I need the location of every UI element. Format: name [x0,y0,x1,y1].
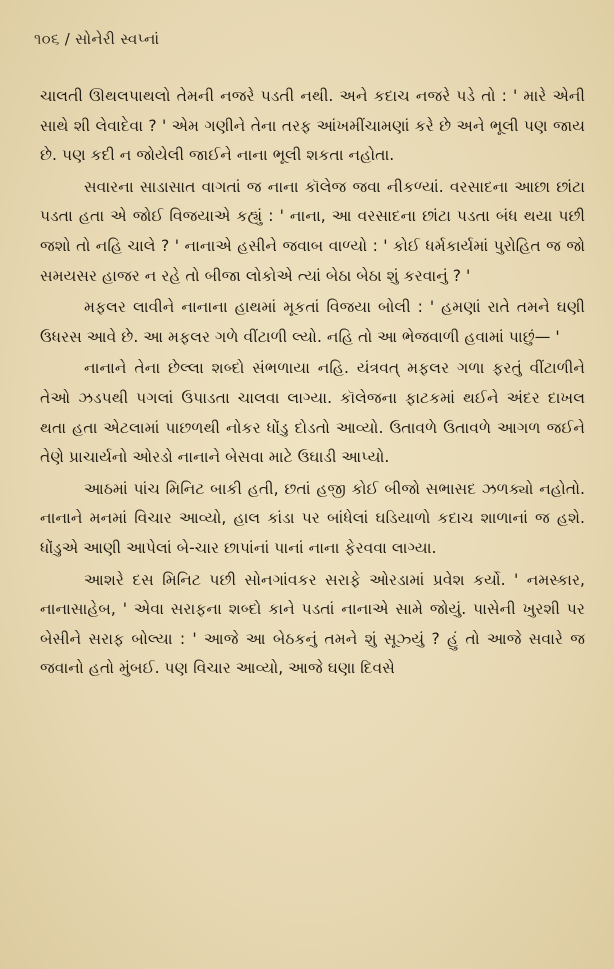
running-head: ૧૦૬ / સોનેરી સ્વપ્નાં [34,30,160,48]
body-text [40,82,585,686]
paragraph: આશરે દસ મિનિટ પછી સોનગાંવકર સરાફે ઓરડામાં પ્રવેશ કર્યો. ' નમસ્કાર, નાનાસાહેબ, ' એવા સરાફના શબ્દો કાને પડતાં નાનાએ સામે જોયું. પાસેની ખુરશી પર બેસીને સરાફ બોલ્યા : ' આજે આ બેઠકનું તમને શું સૂઝ્યું ? હું તો આજે સવારે જ જવાનો હતો મુંબઈ. પણ વિચાર આવ્યો, આજે ઘણા દિવસે [40,570,585,678]
paragraph-continued: ચાલતી ઊથલપાથલો તેમની નજરે પડતી નથી. અને કદાચ નજરે પડે તો : ' મારે એની સાથે શી લેવાદેવા ? ' એમ ગણીને તેના તરફ આંખમીંચામણાં કરે છે અને ભૂલી પણ જાય છે. પણ કદી ન જોયેલી જાઈને નાના ભૂલી શકતા નહોતા. [40,87,585,165]
paragraph: નાનાને તેના છેલ્લા શબ્દો સંભળાયા નહિ. યંત્રવત્ મફલર ગળા ફરતું વીંટાળીને તેઓ ઝડપથી પગલાં ઉપાડતા ચાલવા લાગ્યા. કૉલેજના ફાટકમાં થઈને અંદર દાખલ થતા હતા એટલામાં પાછળથી નોકર ધોંડુ દોડતો આવ્યો. ઉતાવળે ઉતાવળે આગળ જઈને તેણે પ્રાચાર્યનો ઓરડો નાનાને બેસવા માટે ઉઘાડી આપ્યો. [40,359,585,467]
paragraph: આઠમાં પાંચ મિનિટ બાકી હતી, છતાં હજી કોઈ બીજો સભાસદ ઝળક્યો નહોતો. નાનાને મનમાં વિચાર આવ્યો, હાલ કાંડા પર બાંધેલાં ઘડિયાળો કદાચ શાળાનાં જ હશે. ધોંડુએ આણી આપેલાં બે-ચાર છાપાંનાં પાનાં નાના ફેરવવા લાગ્યા. [40,479,585,557]
paragraph: સવારના સાડાસાત વાગતાં જ નાના કૉલેજ જવા નીકળ્યાં. વરસાદના આછા છાંટા પડતા હતા એ જોઈ વિજયાએ કહ્યું : ' નાના, આ વરસાદના છાંટા પડતા બંધ થયા પછી જશો તો નહિ ચાલે ? ' નાનાએ હસીને જવાબ વાળ્યો : ' કોઈ ધર્મકાર્યમાં પુરોહિત જ જો સમયસર હાજર ન રહે તો બીજા લોકોએ ત્યાં બેઠા બેઠા શું કરવાનું ? ' [40,177,585,285]
paragraph: મફલર લાવીને નાનાના હાથમાં મૂકતાં વિજયા બોલી : ' હમણાં રાતે તમને ઘણી ઉધરસ આવે છે. આ મફલર ગળે વીંટાળી લ્યો. નહિ તો આ ભેજવાળી હવામાં પાછું— ' [40,298,585,346]
